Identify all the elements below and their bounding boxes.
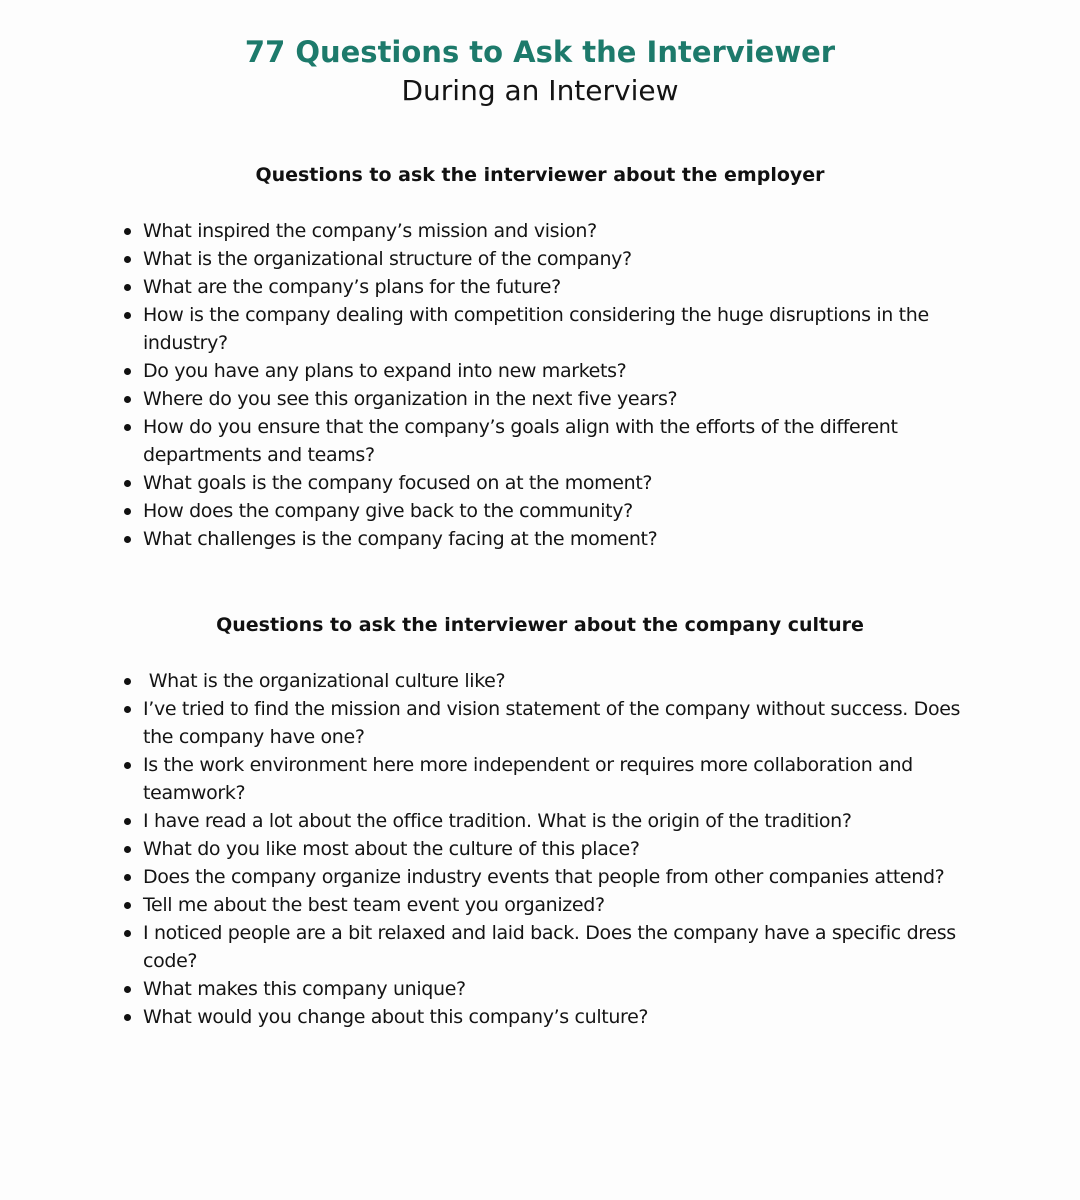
list-item (122, 273, 982, 301)
list-item (122, 245, 982, 273)
bullet-icon (124, 678, 131, 685)
question-text: What goals is the company focused on at the moment? (143, 472, 653, 494)
bullet-icon (124, 256, 131, 263)
bullet-icon (124, 396, 131, 403)
bullet-icon (124, 874, 131, 881)
question-text: What makes this company unique? (143, 978, 466, 1000)
question-text: What is the organizational structure of the company? (143, 248, 632, 270)
list-item (122, 357, 982, 385)
question-list (0, 667, 982, 1031)
list-item (122, 863, 982, 891)
list-item (122, 807, 982, 835)
bullet-icon (124, 368, 131, 375)
list-item (122, 413, 982, 469)
list-item (122, 497, 982, 525)
question-list (0, 217, 982, 553)
list-item (122, 975, 982, 1003)
bullet-icon (124, 762, 131, 769)
list-item (122, 469, 982, 497)
question-text: What is the organizational culture like? (143, 670, 506, 692)
question-text: I noticed people are a bit relaxed and laid back. Does the company have a specific dress code? (143, 922, 956, 972)
bullet-icon (124, 424, 131, 431)
section-company-culture (0, 610, 1080, 1031)
bullet-icon (124, 930, 131, 937)
question-text: Do you have any plans to expand into new markets? (143, 360, 627, 382)
section-heading: Questions to ask the interviewer about the company culture (216, 614, 864, 636)
bullet-icon (124, 284, 131, 291)
question-text: What challenges is the company facing at the moment? (143, 528, 658, 550)
section-employer (0, 160, 1080, 553)
list-item (122, 217, 982, 245)
list-item (122, 919, 982, 975)
question-text: I’ve tried to find the mission and vision statement of the company without success. Does the company have one? (143, 698, 961, 748)
question-text: What are the company’s plans for the future? (143, 276, 561, 298)
list-item (122, 385, 982, 413)
question-text: How does the company give back to the community? (143, 500, 633, 522)
bullet-icon (124, 986, 131, 993)
question-text: What do you like most about the culture of this place? (143, 838, 640, 860)
list-item (122, 695, 982, 751)
bullet-icon (124, 312, 131, 319)
list-item (122, 667, 982, 695)
question-text: What would you change about this company’s culture? (143, 1006, 649, 1028)
bullet-icon (124, 706, 131, 713)
bullet-icon (124, 846, 131, 853)
list-item (122, 891, 982, 919)
question-text: How is the company dealing with competition considering the huge disruptions in the industry? (143, 304, 929, 354)
list-item (122, 835, 982, 863)
section-heading: Questions to ask the interviewer about the employer (255, 164, 825, 186)
page-subtitle: During an Interview (401, 74, 679, 107)
question-text: What inspired the company’s mission and vision? (143, 220, 597, 242)
bullet-icon (124, 1014, 131, 1021)
question-text: How do you ensure that the company’s goals align with the efforts of the different departments and teams? (143, 416, 898, 466)
question-text: Where do you see this organization in the next five years? (143, 388, 678, 410)
bullet-icon (124, 536, 131, 543)
list-item (122, 301, 982, 357)
bullet-icon (124, 818, 131, 825)
question-text: Does the company organize industry events that people from other companies attend? (143, 866, 945, 888)
bullet-icon (124, 508, 131, 515)
bullet-icon (124, 902, 131, 909)
list-item (122, 525, 982, 553)
page-title: 77 Questions to Ask the Interviewer (244, 35, 836, 69)
list-item (122, 751, 982, 807)
bullet-icon (124, 480, 131, 487)
title-block (0, 32, 1080, 110)
question-text: Tell me about the best team event you organized? (143, 894, 605, 916)
bullet-icon (124, 228, 131, 235)
question-text: Is the work environment here more independent or requires more collaboration and teamwork? (143, 754, 913, 804)
question-text: I have read a lot about the office tradition. What is the origin of the tradition? (143, 810, 852, 832)
list-item (122, 1003, 982, 1031)
